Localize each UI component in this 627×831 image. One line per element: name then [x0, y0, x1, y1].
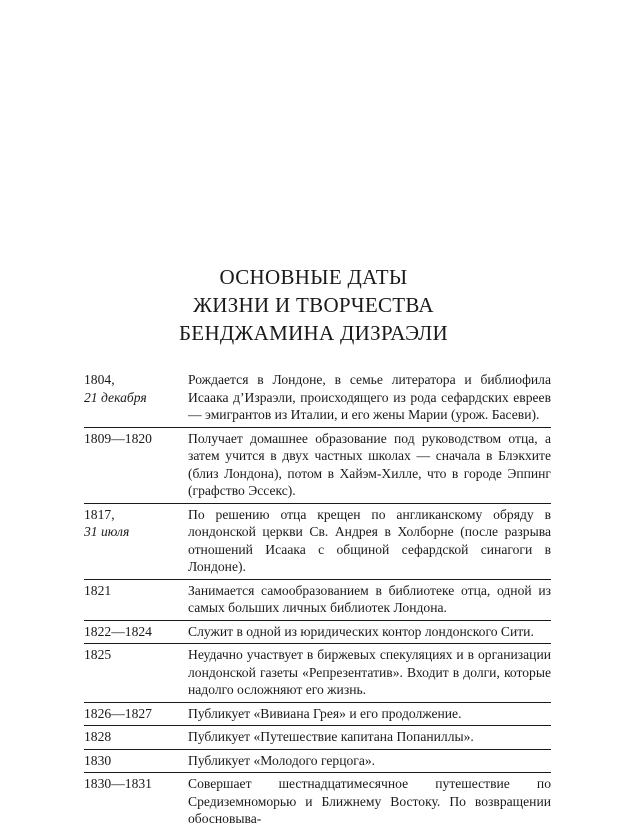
event-text: Занимается самообразованием в библиотеке отца, одной из самых больших личных библиотек Лондона.: [188, 582, 551, 615]
chronology-row: [84, 750, 551, 774]
year: 1825: [84, 647, 112, 662]
chronology-row: [84, 726, 551, 750]
chronology-row: [84, 644, 551, 703]
heading-line: ОСНОВНЫЕ ДАТЫ: [219, 265, 408, 289]
chronology-row: [84, 621, 551, 645]
chronology-row: [84, 773, 551, 831]
chronology-row: [84, 580, 551, 621]
year: 1830: [84, 752, 112, 768]
event-text: По решению отца крещен по англиканскому обряду в лондонской церкви Св. Андрея в Холборне (после разрыва отношений Исаака с общиной сефардской синагоги в Лондоне).: [188, 506, 551, 574]
event-text: Неудачно участвует в биржевых спекуляциях и в организации лондонской газеты «Репрезентатив». Входит в долги, которые надолго осложняют его жизнь.: [188, 647, 551, 697]
date-cell: [84, 705, 188, 723]
heading-line: БЕНДЖАМИНА ДИЗРАЭЛИ: [178, 321, 449, 345]
year: 1828: [84, 729, 112, 744]
date-cell: [84, 752, 188, 770]
date-cell: [84, 623, 188, 641]
event-text: Совершает шестнадцатимесячное путешествие по Средиземноморью и Ближнему Востоку. По возвращении обосновыва-: [188, 776, 551, 826]
year: 1817,: [84, 506, 115, 522]
chronology-row: [84, 369, 551, 428]
year: 1809—1820: [84, 430, 152, 446]
chronology-row: [84, 703, 551, 727]
year: 1822—1824: [84, 623, 152, 639]
date-cell: [84, 582, 188, 617]
event-text: Получает домашнее образование под руководством отца, а затем учится в двух частных школах — сначала в Блэкхите (близ Лондона), потом в Хайэм-Хилле, что в городе Эппинг (графство Эссекс).: [188, 430, 551, 498]
heading-line: ЖИЗНИ И ТВОРЧЕСТВА: [193, 293, 434, 317]
chronology-row: [84, 504, 551, 580]
event-text: Рождается в Лондоне, в семье литератора и библиофила Исаака д’Израэли, происходящего из рода сефардских евреев — эмигрантов из Италии, и его жены Марии (урож. Басеви).: [188, 372, 551, 422]
date-cell: [84, 728, 188, 746]
date-cell: [84, 506, 188, 576]
date-cell: [84, 775, 188, 828]
year: 1830—1831: [84, 776, 152, 791]
day: 31 июля: [84, 524, 130, 539]
chapter-heading: [0, 263, 627, 347]
year: 1804,: [84, 372, 115, 387]
year: 1821: [84, 582, 112, 598]
event-text: Публикует «Молодого герцога».: [188, 752, 376, 768]
date-cell: [84, 430, 188, 500]
event-text: Публикует «Вивиана Грея» и его продолжение.: [188, 705, 462, 721]
event-text: Публикует «Путешествие капитана Попаниллы».: [188, 729, 474, 744]
date-cell: [84, 646, 188, 699]
event-text: Служит в одной из юридических контор лондонского Сити.: [188, 623, 534, 639]
chronology-table: [84, 369, 551, 831]
day: 21 декабря: [84, 389, 147, 405]
date-cell: [84, 371, 188, 424]
chronology-row: [84, 428, 551, 504]
year: 1826—1827: [84, 705, 152, 721]
